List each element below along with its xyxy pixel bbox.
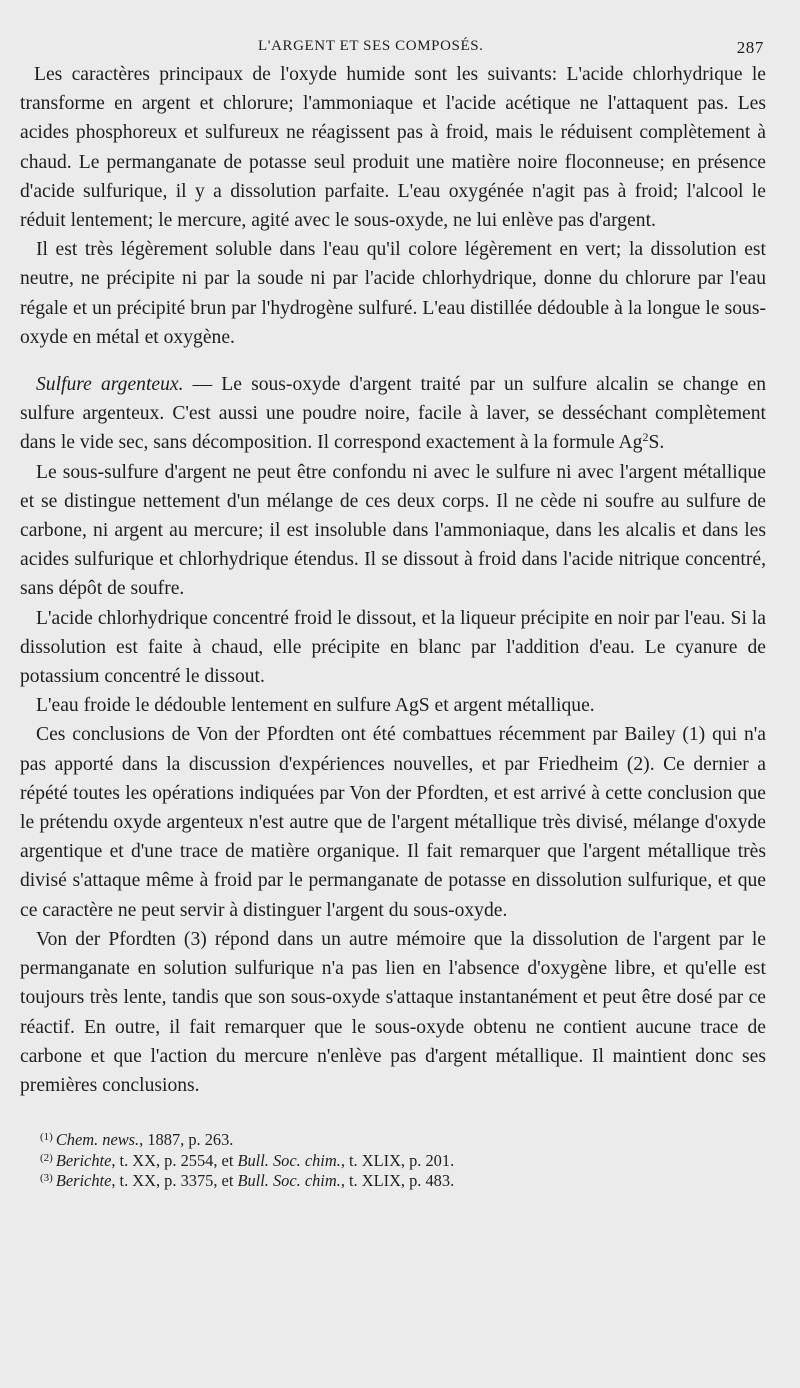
paragraph-pfordten-reply: Von der Pfordten (3) répond dans un autre mémoire que la dissolution de l'argent par le permanganate en solution sulfurique n'a pas lien en l'absence d'oxygène libre, et qu'elle est toujours très lente, tandis que son sous-oxyde s'attaque instantanément et peut être dosé par ce réactif. En outre, il fait remarquer que le sous-oxyde obtenu ne contient aucune trace de carbone et que l'action du mercure n'enlève pas d'argent métallique. Il maintient donc ses premières conclusions. [20,928,766,1096]
body-text [20,60,766,1100]
footnote-reference: , t. XX, p. 3375, et [111,1171,238,1191]
paragraph-solubility: Il est très légèrement soluble dans l'eau qu'il colore légèrement en vert; la dissolution est neutre, ne précipite ni par la soude ni par l'acide chlorhydrique, donne du chlorure par l'eau régale et un précipité brun par l'hydrogène sulfuré. L'eau distillée dédouble à la longue le sous-oxyde en métal et oxygène. [20,239,766,348]
footnotes [20,1130,766,1192]
paragraph-cold-water: L'eau froide le dédouble lentement en sulfure AgS et argent métallique. [36,695,595,717]
footnote-reference-secondary: , t. XLIX, p. 201. [340,1150,455,1170]
running-title: L'ARGENT ET SES COMPOSÉS. [258,38,484,54]
footnote-source: Berichte [55,1150,112,1170]
footnote-source-secondary: Bull. Soc. chim. [237,1150,341,1170]
paragraph-conclusions: Ces conclusions de Von der Pfordten ont été combattues récemment par Bailey (1) qui n'a pas apporté dans la discussion d'expériences nouvelles, et par Friedheim (2). Ce dernier a répété toutes les opérations indiquées par Von der Pfordten, et est arrivé à cette conclusion que le prétendu oxyde argenteux n'est autre que de l'argent métallique très divisé, mélange d'oxyde argentique et d'une trace de matière organique. Il fait remarquer que l'argent métallique très divisé s'attaque même à froid par le permanganate de potasse en dissolution sulfurique, et que ce caractère ne peut servir à distinguer l'argent du sous-oxyde. [20,724,766,921]
footnote-source-secondary: Bull. Soc. chim. [237,1171,341,1191]
paragraph-chlorhydric-acid: L'acide chlorhydrique concentré froid le dissout, et la liqueur précipite en noir par l'eau. Si la dissolution est faite à chaud, elle précipite en blanc par l'addition d'eau. Le cyanure de potassium concentré le dissout. [20,607,766,688]
footnote-reference-secondary: , t. XLIX, p. 483. [340,1171,455,1191]
footnote-source: Chem. news. [55,1130,140,1150]
page-number: 287 [736,38,764,57]
footnote-reference: , 1887, p. 263. [139,1130,234,1150]
footnote-mark: (1) [40,1131,53,1144]
section-title: Sulfure argenteux. [36,374,184,396]
footnote-source: Berichte [55,1171,112,1191]
section-text: — Le sous-oxyde d'argent traité par un sulfure alcalin se change en sulfure argenteux. C'est aussi une poudre noire, facile à laver, se desséchant complètement dans le vide sec, sans décomposition. Il correspond exactement à la formule Ag [20,374,766,454]
footnote-3 [40,1171,766,1192]
footnote-mark: (2) [40,1151,53,1164]
paragraph-oxide-properties: Les caractères principaux de l'oxyde humide sont les suivants: L'acide chlorhydrique le transforme en argent et chlorure; l'ammoniaque et l'acide acétique ne l'attaquent pas. Les acides phosphoreux et sulfureux ne réagissent pas à froid, mais le réduisent complètement à chaud. Le permanganate de potasse seul produit une matière noire floconneuse; en présence d'acide sulfurique, il y a dissolution parfaite. L'eau oxygénée n'agit pas à froid; l'alcool le réduit lentement; le mercure, agité avec le sous-oxyde, ne lui enlève pas d'argent. [20,64,766,232]
running-header [20,30,766,60]
footnote-reference: , t. XX, p. 2554, et [111,1150,238,1170]
footnote-2 [40,1151,766,1172]
formula-end: S. [648,432,665,454]
footnote-mark: (3) [40,1172,53,1185]
paragraph-sous-sulfure: Le sous-sulfure d'argent ne peut être confondu ni avec le sulfure ni avec l'argent métallique et se distingue nettement d'un mélange de ces deux corps. Il ne cède ni soufre au sulfure de carbone, ni argent au mercure; il est insoluble dans l'ammoniaque, dans les alcalis et dans les acides sulfurique et chlorhydrique étendus. Il se dissout à froid dans l'acide nitrique concentré, sans dépôt de soufre. [20,461,766,600]
footnote-1 [40,1130,766,1151]
formula-superscript: 2 [642,430,649,445]
paragraph-sulfure-argenteux [20,370,766,458]
